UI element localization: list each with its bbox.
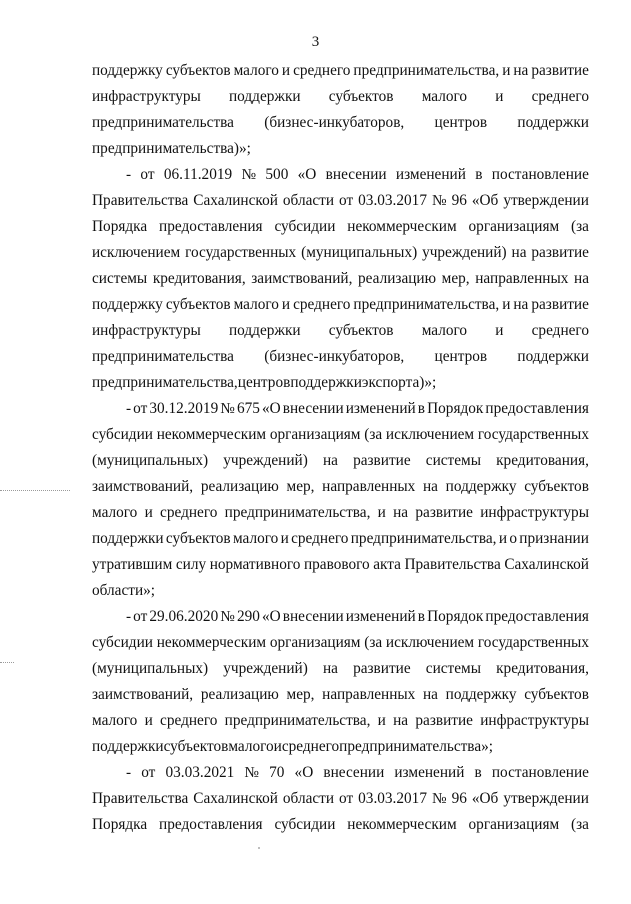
text-line	[92, 240, 589, 266]
word: учреждений)	[223, 660, 308, 677]
text-line	[92, 760, 589, 786]
word: субъектов	[328, 88, 394, 105]
word: исключением	[92, 244, 181, 261]
word: №	[220, 608, 235, 625]
word: государственных	[477, 426, 589, 443]
word: развитие	[531, 296, 589, 313]
word: правового	[303, 556, 370, 573]
word: предпринимательства,	[92, 374, 238, 391]
word: мер,	[286, 686, 315, 703]
word: постановление	[491, 166, 589, 183]
word: на	[511, 244, 527, 261]
word: кредитования,	[496, 452, 589, 469]
word: экспорта)»;	[361, 374, 437, 391]
word: предпринимательства,	[224, 504, 371, 521]
word: развитие	[531, 62, 589, 79]
text-line	[92, 344, 589, 370]
word: постановление	[491, 764, 589, 781]
text-line	[92, 786, 589, 812]
word: и	[280, 530, 289, 547]
paragraph	[92, 604, 589, 760]
word: поддержку	[92, 62, 163, 79]
text-line	[92, 110, 589, 136]
word: мер,	[441, 270, 470, 287]
word: -	[126, 608, 132, 625]
text-line	[92, 734, 589, 760]
word: и	[377, 504, 386, 521]
word: среднего	[281, 738, 340, 755]
word: от	[140, 166, 155, 183]
word: 30.12.2019	[149, 400, 219, 417]
word: №	[220, 400, 235, 417]
word: поддержку	[445, 478, 517, 495]
word: №	[244, 764, 260, 781]
word: от	[133, 608, 148, 625]
text-line	[92, 84, 589, 110]
word: инфраструктуры	[480, 504, 589, 521]
text-line	[92, 708, 589, 734]
word: развитие	[415, 712, 473, 729]
word: Правительства	[404, 556, 501, 573]
word: предпринимательства,	[353, 296, 500, 313]
word: и	[377, 712, 386, 729]
word: малого	[92, 504, 138, 521]
word: малого	[421, 88, 468, 105]
text-line	[92, 448, 589, 474]
word: субсидии	[92, 634, 153, 651]
word: (муниципальных)	[92, 660, 209, 677]
word: и	[273, 738, 282, 755]
word: (за	[364, 426, 383, 443]
word: №	[431, 192, 447, 209]
word: системы	[425, 452, 481, 469]
paragraph	[92, 396, 589, 604]
word: поддержки	[517, 348, 589, 365]
word: субъектов	[165, 62, 231, 79]
text-line	[92, 812, 589, 838]
word: и	[498, 530, 507, 547]
paragraph	[92, 58, 589, 162]
word: на	[513, 62, 529, 79]
word: предпринимательства»;	[339, 738, 494, 755]
word: кредитования,	[152, 270, 246, 287]
scan-speck	[258, 847, 260, 849]
word: 70	[269, 764, 285, 781]
word: предпринимательства,	[350, 530, 497, 547]
word: Правительства	[92, 790, 189, 807]
word: системы	[425, 660, 481, 677]
word: нормативного	[209, 556, 301, 573]
word: «Об	[471, 790, 499, 807]
word: внесении	[282, 608, 344, 625]
text-line	[92, 188, 589, 214]
word: в	[417, 608, 426, 625]
word: изменений	[394, 764, 465, 781]
word: субсидии	[274, 218, 336, 235]
word: внесении	[323, 764, 385, 781]
word: и	[495, 88, 504, 105]
word: на	[423, 686, 438, 703]
word: на	[322, 452, 338, 469]
word: предпринимательства,	[224, 712, 371, 729]
word: поддержки	[92, 738, 164, 755]
text-line	[92, 422, 589, 448]
word: малого	[421, 322, 468, 339]
word: на	[393, 504, 409, 521]
word: центров	[237, 374, 291, 391]
word: и	[144, 504, 153, 521]
word: на	[393, 712, 409, 729]
word: 06.11.2019	[163, 166, 233, 183]
text-line	[92, 214, 589, 240]
word: развитие	[415, 504, 473, 521]
word: от	[133, 400, 148, 417]
word: 29.06.2020	[149, 608, 219, 625]
word: субъектов	[524, 478, 589, 495]
word: поддержку	[445, 686, 517, 703]
word: поддержку	[92, 296, 163, 313]
word: «Об	[471, 192, 499, 209]
word: предоставления	[485, 400, 589, 417]
word: -	[126, 166, 132, 183]
word: области»;	[92, 582, 156, 599]
word: Порядок	[427, 608, 484, 625]
word: поддержки	[228, 88, 301, 105]
word: исключением	[385, 634, 475, 651]
word: предоставления	[159, 816, 263, 833]
word: малого	[92, 712, 138, 729]
word: и	[502, 296, 511, 313]
word: (муниципальных)	[92, 452, 209, 469]
word: силу	[175, 556, 207, 573]
word: утратившим	[92, 556, 173, 573]
word: -	[126, 400, 132, 417]
word: 03.03.2017	[358, 192, 427, 209]
word: на	[513, 296, 529, 313]
word: и	[281, 296, 291, 313]
word: «О	[261, 400, 281, 417]
word: малого	[233, 296, 279, 313]
word: утверждении	[503, 192, 589, 209]
word: инфраструктуры	[480, 712, 589, 729]
word: инфраструктуры	[92, 322, 201, 339]
word: (муниципальных)	[301, 244, 418, 261]
word: «О	[261, 608, 281, 625]
word: центров	[434, 114, 488, 131]
word: изменений	[345, 608, 416, 625]
word: среднего	[160, 504, 218, 521]
word: и	[495, 322, 504, 339]
word: реализацию	[200, 686, 279, 703]
word: о	[509, 530, 517, 547]
page-number: 3	[311, 34, 320, 50]
word: инфраструктуры	[92, 88, 201, 105]
word: предпринимательства,	[353, 62, 500, 79]
word: реализацию	[358, 270, 437, 287]
word: развитие	[531, 244, 589, 261]
word: системы	[92, 270, 148, 287]
word: №	[241, 166, 257, 183]
word: Сахалинской	[193, 192, 278, 209]
word: направленных	[322, 478, 416, 495]
word: предпринимательства	[92, 114, 234, 131]
text-line	[92, 136, 589, 162]
text-line	[92, 682, 589, 708]
word: 03.03.2021	[165, 764, 235, 781]
word: поддержки	[290, 374, 362, 391]
text-line	[92, 630, 589, 656]
word: утверждении	[503, 790, 589, 807]
word: мер,	[286, 478, 315, 495]
word: исключением	[385, 426, 475, 443]
word: и	[502, 62, 511, 79]
text-line	[92, 292, 589, 318]
word: 96	[451, 192, 467, 209]
word: (за	[571, 218, 589, 235]
word: субсидии	[274, 816, 336, 833]
word: Порядка	[92, 816, 148, 833]
word: Сахалинской	[504, 556, 589, 573]
word: изменений	[345, 400, 416, 417]
scan-margin-mark	[0, 490, 70, 492]
word: среднего	[531, 88, 589, 105]
word: «О	[297, 166, 317, 183]
text-line	[92, 578, 589, 604]
word: некоммерческим	[156, 634, 267, 651]
text-line	[92, 656, 589, 682]
word: Правительства	[92, 192, 189, 209]
text-line	[92, 500, 589, 526]
word: и	[144, 712, 153, 729]
word: реализацию	[200, 478, 279, 495]
word: некоммерческим	[347, 218, 457, 235]
word: развитие	[353, 452, 411, 469]
word: среднего	[160, 712, 218, 729]
text-line	[92, 396, 589, 422]
word: организациям	[468, 816, 560, 833]
word: заимствований,	[251, 270, 353, 287]
word: направленных	[475, 270, 569, 287]
word: предоставления	[159, 218, 263, 235]
word: (за	[571, 816, 589, 833]
text-line	[92, 318, 589, 344]
word: внесении	[282, 400, 344, 417]
word: субъектов	[165, 296, 231, 313]
word: заимствований,	[92, 686, 194, 703]
word: государственных	[185, 244, 297, 261]
paragraph	[92, 162, 589, 396]
word: в	[417, 400, 426, 417]
word: 03.03.2017	[358, 790, 427, 807]
word: области	[282, 192, 335, 209]
scan-margin-mark	[0, 662, 14, 664]
word: на	[574, 270, 589, 287]
word: малого	[228, 738, 274, 755]
word: заимствований,	[92, 478, 194, 495]
word: организациям	[269, 634, 361, 651]
word: от	[339, 790, 354, 807]
word: акта	[373, 556, 401, 573]
word: поддержки	[517, 114, 589, 131]
word: субъектов	[524, 686, 589, 703]
word: признании	[519, 530, 589, 547]
word: среднего	[293, 296, 351, 313]
word: поддержки	[228, 322, 301, 339]
word: малого	[232, 530, 279, 547]
word: субъектов	[165, 530, 231, 547]
word: направленных	[322, 686, 416, 703]
text-line	[92, 552, 589, 578]
text-line	[92, 526, 589, 552]
word: кредитования,	[496, 660, 589, 677]
word: от	[141, 764, 156, 781]
word: (бизнес-инкубаторов,	[264, 348, 405, 365]
word: предпринимательства	[92, 348, 234, 365]
word: 675	[236, 400, 260, 417]
word: 290	[236, 608, 260, 625]
word: некоммерческим	[156, 426, 267, 443]
word: (бизнес-инкубаторов,	[264, 114, 405, 131]
word: в	[475, 166, 483, 183]
document-body	[92, 58, 589, 838]
text-line	[92, 370, 589, 396]
word: учреждений)	[223, 452, 308, 469]
word: малого	[233, 62, 279, 79]
word: поддержки	[92, 530, 164, 547]
word: развитие	[353, 660, 411, 677]
word: внесении	[325, 166, 387, 183]
word: «О	[294, 764, 314, 781]
word: (за	[364, 634, 383, 651]
word: на	[322, 660, 338, 677]
word: Порядка	[92, 218, 148, 235]
text-line	[92, 604, 589, 630]
word: учреждений)	[422, 244, 507, 261]
word: субъектов	[328, 322, 394, 339]
word: организациям	[269, 426, 361, 443]
word: на	[423, 478, 438, 495]
word: организациям	[468, 218, 560, 235]
text-line	[92, 266, 589, 292]
word: от	[339, 192, 354, 209]
text-line	[92, 162, 589, 188]
word: среднего	[531, 322, 589, 339]
word: в	[474, 764, 482, 781]
word: 500	[265, 166, 289, 183]
word: предоставления	[485, 608, 589, 625]
word: среднего	[293, 62, 351, 79]
word: субъектов	[163, 738, 229, 755]
word: -	[126, 764, 132, 781]
word: Порядок	[427, 400, 484, 417]
word: некоммерческим	[347, 816, 457, 833]
paragraph	[92, 760, 589, 838]
word: и	[281, 62, 291, 79]
text-line	[92, 58, 589, 84]
word: государственных	[477, 634, 589, 651]
word: предпринимательства)»;	[92, 140, 251, 157]
text-line	[92, 474, 589, 500]
word: среднего	[291, 530, 349, 547]
word: Сахалинской	[193, 790, 278, 807]
word: центров	[434, 348, 488, 365]
word: №	[431, 790, 447, 807]
word: изменений	[395, 166, 466, 183]
word: области	[282, 790, 335, 807]
word: субсидии	[92, 426, 153, 443]
word: 96	[451, 790, 467, 807]
